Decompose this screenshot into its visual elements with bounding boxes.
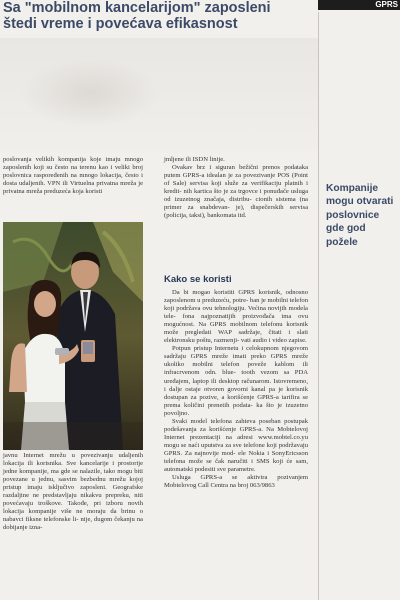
article-headline: Sa "mobilnom kancelarijom" zaposleni štedi vreme i povećava efikasnost [3,0,271,32]
paragraph: Potpun pristup Internetu i celokupnom njegovom sadržaju GPRS mreže imati preko GPRS mreže ukoliko mobilni telefon poveže kablom ili infracrvenom odn. blue- tooth vezom sa PDA uređajem, laptop ili desktop računarom. Istovremeno, i dalje ostaje otvoren govorni kanal pa je korisnik dostupan za pozive, a korišćenje GPRS-a tarifira se prema količini prenetih podata- ka što je izuzetno povoljno. [164,345,308,417]
sidebar-divider [318,12,319,600]
section-tag: GPRS [318,0,400,10]
paragraph: Ovakav brz i siguran bežični prenos podataka putem GPRS-a idealan je za povezivanje POS (Point of Sale) servisa koji služe za verifikaciju platnih i kredit- nih kartica što je za trgovce i ponuđače usluga od izuzetnog značaja, distribu- cionih sistema (na primer za snabdevan- je), dispečerskih servisa (policija, taksi), bankomata itd. [164,164,308,220]
section-subheading: Kako se koristi [164,274,232,285]
paragraph: poslovanja velikih kompanija koje imaju mnogo zaposlenih koji su često na terenu kao i veliki broj poslovnica raspoređenih na mnogo lokacija, često i dosta udaljenih. VPN ili Virtuelna privatna mreža je privatna mreža preduzeća koja koristi [3,156,143,196]
paragraph: javnu Internet mrežu u povezivanju udaljenih lokacija ili korisnika. Sve kancelarije i prostorije jedne kompanije, ma gde se nalazile, tako mogu biti povezane u jednu, sasvim bezbednu mrežu kojoj pristup imaju isključivo zaposleni. Geografske razdaljine ne predstavljaju nikakvu prepreku, niti povećavaju troškove. Takođe, pri izboru novih lokacija kompanije više ne moraju da brinu o nabavci fiksne telefonske li- nije, dugom čekanju na dobijanje izna- [3,452,143,532]
column-1-bottom [3,452,143,532]
photo-business-people [3,222,143,450]
photo-illustration [3,222,143,450]
column-1-top [3,156,143,196]
column-2 [164,156,308,220]
paragraph: Usluga GPRS-a se aktivira pozivanjem Mobtelovog Call Centra na broj 063/9863 [164,474,308,490]
paragraph: Da bi mogao koristiti GPRS korisnik, odnosno zaposlenom u preduzeću, potre- ban je mobilni telefon koji podržava ovu tehnologiju. Većina novijih modela tele- fona najpoznatijih proizvođača ima ovu mogućnost. Na GPRS mobilnom telefonu korisnik može pregledati WAP sadržaje, čitati i slati elektronsku poštu, razmenji- vati audio i video zapise. [164,289,308,345]
paragraph: Svaki model telefona zahteva poseban postupak podešavanja za korišćenje GPRS-a. Na Mobtelovoj Internet prezentaciji na adresi www.mobtel.co.yu mogu se naći uputstva za sve telefone koji podržavaju GPRS. Za najnovije mod- ele Nokia i SonyEricsson telefona može se čak naručiti i SMS koji će sam, automatski podesiti sve parametre. [164,417,308,474]
paragraph: jmljene ili ISDN linije. [164,156,225,163]
pull-quote: Kompanije mogu otvarati poslovnice gde god požele [326,183,394,248]
faded-background-image [0,38,318,153]
column-2-lower [164,289,308,490]
